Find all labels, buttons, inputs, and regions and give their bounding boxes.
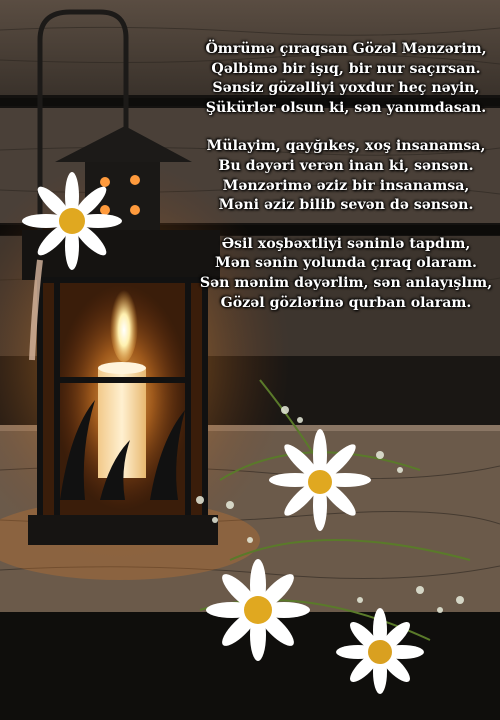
poem-line: Sənsiz gözəlliyi yoxdur heç nəyin, — [212, 80, 480, 97]
poem-line: Əsil xoşbəxtliyi səninlə tapdım, — [221, 235, 471, 252]
poem-line: Mən sənin yolunda çıraq olaram. — [215, 255, 477, 272]
poem-line: Məni əziz bilib sevən də sənsən. — [218, 197, 474, 214]
poem-text — [196, 40, 496, 332]
poem-line: Gözəl gözlərinə qurban olaram. — [220, 294, 472, 311]
poem-line: Sən mənim dəyərlim, sən anlayışlım, — [199, 274, 493, 291]
poem-line: Mənzərimə əziz bir insanamsa, — [222, 177, 470, 194]
poem-stanza — [196, 137, 496, 215]
poem-line: Mülayim, qayğıkeş, xoş insanamsa, — [206, 138, 486, 155]
poem-stanza — [196, 235, 496, 313]
poem-line: Şükürlər olsun ki, sən yanımdasan. — [205, 99, 487, 116]
poem-line: Ömrümə çıraqsan Gözəl Mənzərim, — [205, 41, 487, 57]
poem-line: Qəlbimə bir işıq, bir nur saçırsan. — [211, 60, 481, 77]
poem-stanza — [196, 40, 496, 118]
poem-line: Bu dəyəri verən inan ki, sənsən. — [218, 157, 474, 174]
